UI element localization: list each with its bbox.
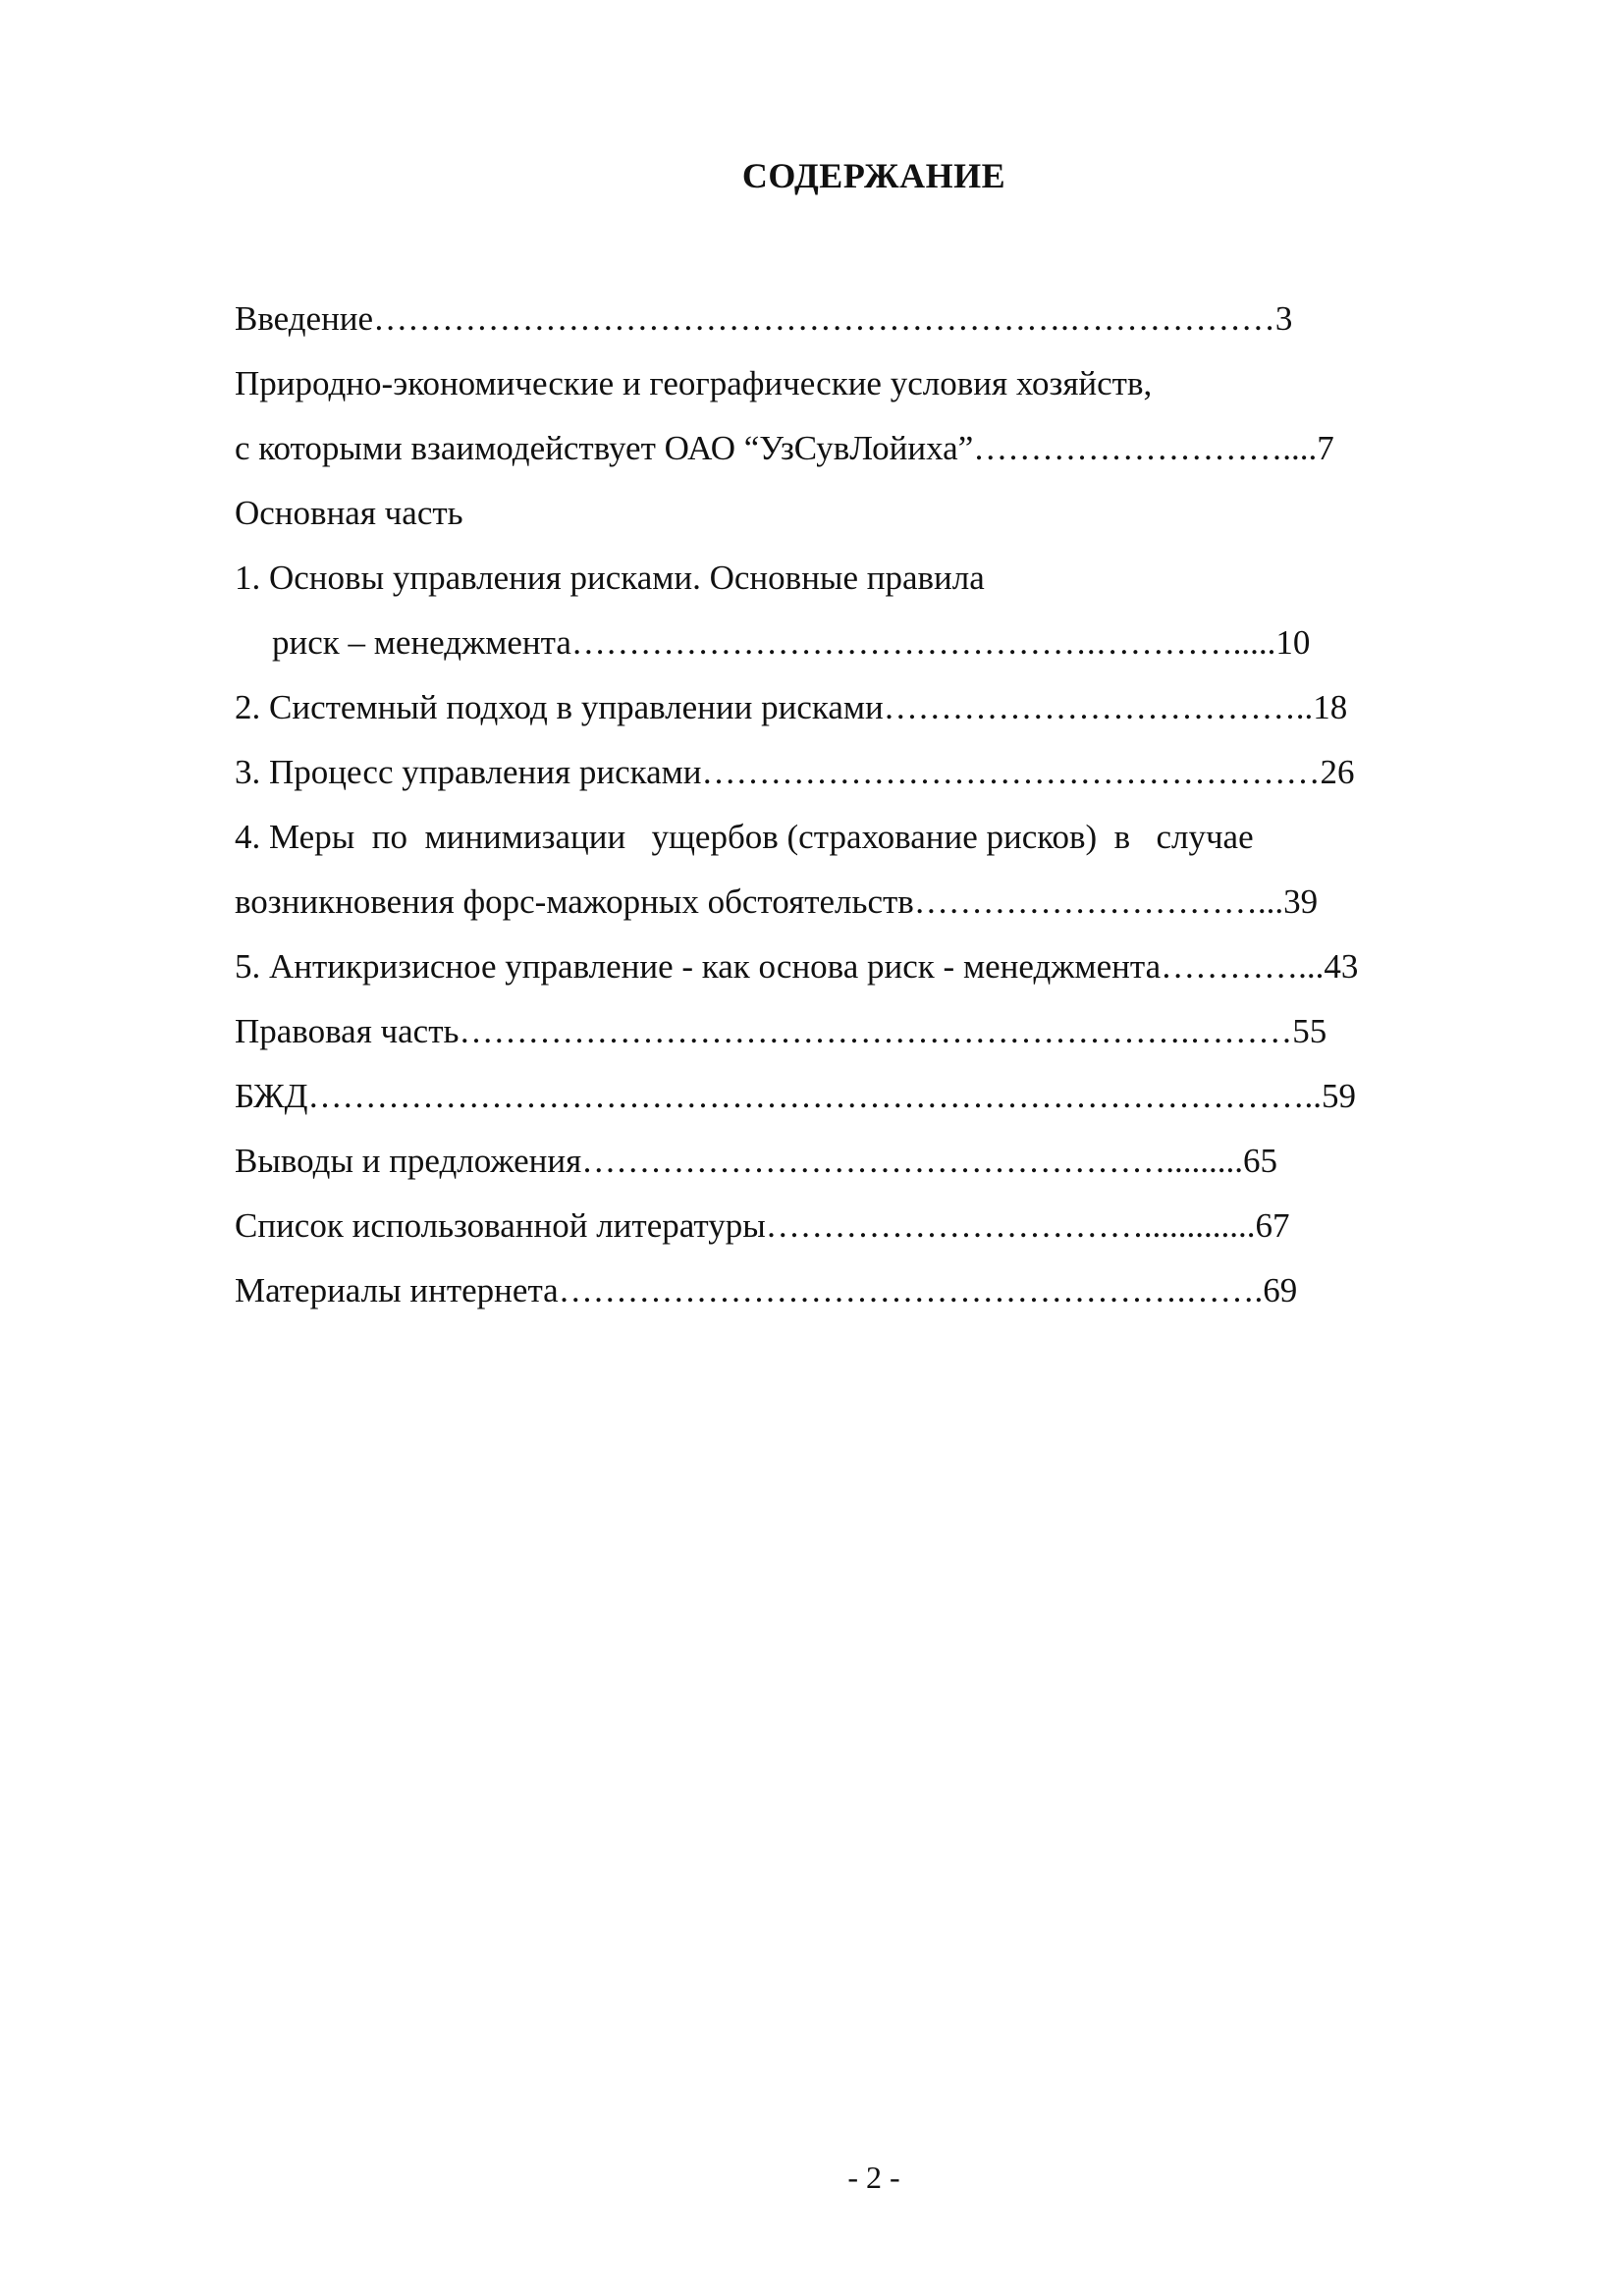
toc-entry-chapter-4-line-1: 4. Меры по минимизации ущербов (страхование рисков) в случае bbox=[235, 818, 1254, 856]
toc-entry-chapter-4-line-2: возникновения форс-мажорных обстоятельств…………………………...39 bbox=[235, 882, 1319, 921]
toc-entry-chapter-1-line-1: 1. Основы управления рисками. Основные правила bbox=[235, 559, 985, 597]
toc-title: СОДЕРЖАНИЕ bbox=[741, 156, 1006, 195]
toc-entry-chapter-3: 3. Процесс управления рисками………………………………………………26 bbox=[235, 753, 1355, 791]
page-number: - 2 - bbox=[847, 2160, 900, 2195]
toc-entry-internet-materials: Материалы интернета……………………………………………….…….69 bbox=[235, 1271, 1298, 1309]
toc-entry-chapter-5: 5. Антикризисное управление - как основа риск - менеджмента…………...43 bbox=[235, 947, 1359, 986]
toc-entry-chapter-2: 2. Системный подход в управлении рисками………………………………..18 bbox=[235, 688, 1348, 726]
toc-entry-main-part: Основная часть bbox=[235, 494, 463, 532]
toc-entry-legal-part: Правовая часть……………………………………………………….………55 bbox=[235, 1012, 1327, 1050]
table-of-contents bbox=[235, 287, 1511, 1323]
toc-entry-conclusions: Выводы и предложения…………………………………………….........65 bbox=[235, 1142, 1277, 1180]
toc-entry-references: Список использованной литературы…………………………….............67 bbox=[235, 1206, 1290, 1245]
toc-entry-natural-conditions-line-2: с которыми взаимодействует ОАО “УзСувЛойиха”………………………....7 bbox=[235, 429, 1334, 467]
toc-entry-safety: БЖД……………………………………………………………………………..59 bbox=[235, 1077, 1356, 1115]
toc-entry-chapter-1-line-2: риск – менеджмента……………………………………….………….....10 bbox=[272, 623, 1311, 662]
toc-entry-introduction: Введение…………………………………………………….………………3 bbox=[235, 299, 1293, 338]
toc-entry-natural-conditions-line-1: Природно-экономические и географические условия хозяйств, bbox=[235, 364, 1153, 402]
